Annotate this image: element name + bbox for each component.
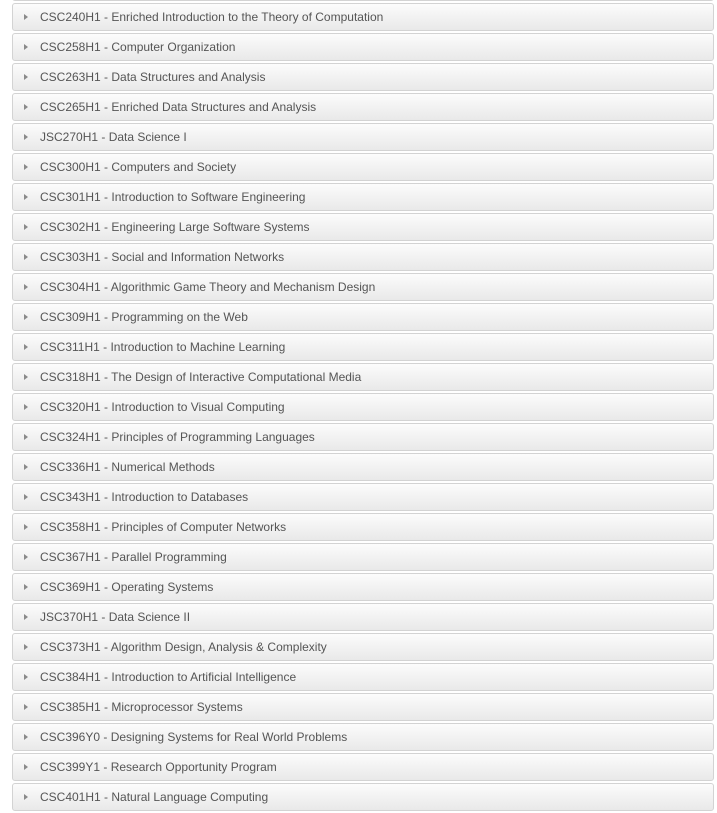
course-label: CSC258H1 - Computer Organization [40,40,236,54]
triangle-right-icon [24,584,28,590]
course-label: CSC300H1 - Computers and Society [40,160,237,174]
course-label: CSC265H1 - Enriched Data Structures and Analysis [40,100,317,114]
course-item[interactable] [12,33,714,61]
course-label: CSC336H1 - Numerical Methods [40,460,215,474]
course-item[interactable] [12,603,714,631]
triangle-right-icon [24,314,28,320]
course-item[interactable] [12,513,714,541]
course-item[interactable] [12,93,714,121]
course-item[interactable] [12,303,714,331]
triangle-right-icon [24,104,28,110]
course-label: CSC324H1 - Principles of Programming Languages [40,430,315,444]
triangle-right-icon [24,254,28,260]
course-label: CSC303H1 - Social and Information Networks [40,250,285,264]
triangle-right-icon [24,404,28,410]
course-item[interactable] [12,153,714,181]
course-item[interactable] [12,753,714,781]
triangle-right-icon [24,374,28,380]
course-item[interactable] [12,393,714,421]
triangle-right-icon [24,194,28,200]
course-item[interactable] [12,0,714,1]
triangle-right-icon [24,524,28,530]
triangle-right-icon [24,554,28,560]
triangle-right-icon [24,734,28,740]
course-item[interactable] [12,543,714,571]
course-label: JSC370H1 - Data Science II [40,610,191,624]
course-item[interactable] [12,783,714,811]
course-item[interactable] [12,633,714,661]
course-label: CSC343H1 - Introduction to Databases [40,490,249,504]
course-label: CSC311H1 - Introduction to Machine Learning [40,340,286,354]
course-item[interactable] [12,123,714,151]
triangle-right-icon [24,464,28,470]
course-label: CSC384H1 - Introduction to Artificial Intelligence [40,670,297,684]
triangle-right-icon [24,794,28,800]
course-label: CSC263H1 - Data Structures and Analysis [40,70,266,84]
course-label: CSC401H1 - Natural Language Computing [40,790,269,804]
course-label: CSC309H1 - Programming on the Web [40,310,248,324]
triangle-right-icon [24,434,28,440]
course-item[interactable] [12,3,714,31]
course-label: CSC320H1 - Introduction to Visual Computing [40,400,285,414]
course-item[interactable] [12,213,714,241]
course-item[interactable] [12,453,714,481]
course-label: CSC240H1 - Enriched Introduction to the Theory of Computation [40,10,384,24]
triangle-right-icon [24,134,28,140]
course-item[interactable] [12,423,714,451]
course-item[interactable] [12,63,714,91]
triangle-right-icon [24,74,28,80]
triangle-right-icon [24,224,28,230]
course-label: CSC367H1 - Parallel Programming [40,550,227,564]
triangle-right-icon [24,44,28,50]
course-label: CSC373H1 - Algorithm Design, Analysis & Complexity [40,640,327,654]
course-item[interactable] [12,333,714,361]
course-label: CSC318H1 - The Design of Interactive Computational Media [40,370,362,384]
course-item[interactable] [12,663,714,691]
triangle-right-icon [24,284,28,290]
course-label: CSC301H1 - Introduction to Software Engineering [40,190,306,204]
course-item[interactable] [12,723,714,751]
course-item[interactable] [12,693,714,721]
triangle-right-icon [24,164,28,170]
course-accordion [12,0,714,813]
course-label: CSC369H1 - Operating Systems [40,580,214,594]
triangle-right-icon [24,614,28,620]
course-label: JSC270H1 - Data Science I [40,130,187,144]
triangle-right-icon [24,344,28,350]
course-label: CSC385H1 - Microprocessor Systems [40,700,243,714]
triangle-right-icon [24,704,28,710]
course-label: CSC396Y0 - Designing Systems for Real World Problems [40,730,348,744]
course-item[interactable] [12,183,714,211]
course-label: CSC302H1 - Engineering Large Software Systems [40,220,310,234]
triangle-right-icon [24,674,28,680]
triangle-right-icon [24,14,28,20]
triangle-right-icon [24,644,28,650]
course-item[interactable] [12,573,714,601]
course-item[interactable] [12,273,714,301]
course-label: CSC304H1 - Algorithmic Game Theory and Mechanism Design [40,280,376,294]
course-label: CSC399Y1 - Research Opportunity Program [40,760,277,774]
triangle-right-icon [24,494,28,500]
triangle-right-icon [24,764,28,770]
course-item[interactable] [12,483,714,511]
course-item[interactable] [12,363,714,391]
course-item[interactable] [12,243,714,271]
course-label: CSC358H1 - Principles of Computer Networks [40,520,287,534]
